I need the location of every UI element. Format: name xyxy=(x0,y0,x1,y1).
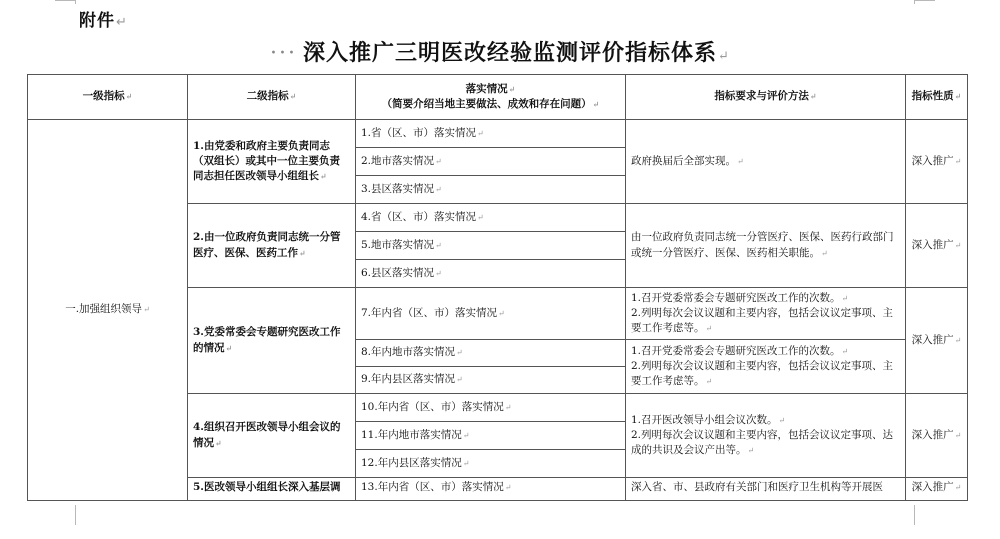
nature-cell: 深入推广↵ xyxy=(906,204,968,288)
impl-cell: 8.年内地市落实情况↵ xyxy=(356,340,626,367)
indicator-table xyxy=(27,74,968,501)
impl-cell: 3.县区落实情况↵ xyxy=(356,176,626,204)
header-level1: 一级指标↵ xyxy=(28,75,188,120)
crop-mark-top-left-v xyxy=(75,0,76,4)
nature-cell: 深入推广↵ xyxy=(906,120,968,204)
method-cell: 1.召开医改领导小组会议次数。↵ 2.列明每次会议议题和主要内容，包括会议议定事项、达成的共识及会议产出等。↵ xyxy=(626,394,906,478)
impl-cell: 13.年内省（区、市）落实情况↵ xyxy=(356,478,626,501)
impl-cell: 12.年内县区落实情况↵ xyxy=(356,450,626,478)
method-cell: 由一位政府负责同志统一分管医疗、医保、医药行政部门或统一分管医疗、医保、医药相关职能。↵ xyxy=(626,204,906,288)
crop-mark-bottom-right xyxy=(914,505,915,525)
header-row xyxy=(28,75,968,120)
page-title: ··· 深入推广三明医改经验监测评价指标体系↵ xyxy=(270,40,730,66)
nature-cell: 深入推广↵ xyxy=(906,288,968,394)
level2-cell: 1.由党委和政府主要负责同志（双组长）或其中一位主要负责同志担任医改领导小组组长↵ xyxy=(188,120,356,204)
impl-cell: 10.年内省（区、市）落实情况↵ xyxy=(356,394,626,422)
level2-cell: 3.党委常委会专题研究医改工作的情况↵ xyxy=(188,288,356,394)
crop-mark-top-right xyxy=(915,0,935,1)
impl-cell: 11.年内地市落实情况↵ xyxy=(356,422,626,450)
header-nature: 指标性质↵ xyxy=(906,75,968,120)
impl-cell: 5.地市落实情况↵ xyxy=(356,232,626,260)
header-method: 指标要求与评价方法↵ xyxy=(626,75,906,120)
method-cell: 政府换届后全部实现。↵ xyxy=(626,120,906,204)
level1-cell: 一.加强组织领导↵ xyxy=(28,120,188,501)
level2-cell: 5.医改领导小组组长深入基层调 xyxy=(188,478,356,501)
crop-mark-bottom-left xyxy=(75,505,76,525)
nature-cell: 深入推广↵ xyxy=(906,478,968,501)
attachment-label: 附件↵ xyxy=(79,11,128,31)
method-cell: 1.召开党委常委会专题研究医改工作的次数。↵ 2.列明每次会议议题和主要内容，包括会议议定事项、主要工作考虑等。↵ xyxy=(626,340,906,394)
method-cell: 1.召开党委常委会专题研究医改工作的次数。↵ 2.列明每次会议议题和主要内容，包括会议议定事项、主要工作考虑等。↵ xyxy=(626,288,906,340)
impl-cell: 4.省（区、市）落实情况↵ xyxy=(356,204,626,232)
table-row xyxy=(28,120,968,148)
nature-cell: 深入推广↵ xyxy=(906,394,968,478)
crop-mark-top-left xyxy=(55,0,75,1)
impl-cell: 6.县区落实情况↵ xyxy=(356,260,626,288)
impl-cell: 9.年内县区落实情况↵ xyxy=(356,367,626,394)
crop-mark-top-right-v xyxy=(914,0,915,4)
impl-cell: 2.地市落实情况↵ xyxy=(356,148,626,176)
header-implementation: 落实情况↵ （简要介绍当地主要做法、成效和存在问题）↵ xyxy=(356,75,626,120)
impl-cell: 7.年内省（区、市）落实情况↵ xyxy=(356,288,626,340)
header-level2: 二级指标↵ xyxy=(188,75,356,120)
level2-cell: 2.由一位政府负责同志统一分管医疗、医保、医药工作↵ xyxy=(188,204,356,288)
level2-cell: 4.组织召开医改领导小组会议的情况↵ xyxy=(188,394,356,478)
impl-cell: 1.省（区、市）落实情况↵ xyxy=(356,120,626,148)
method-cell: 深入省、市、县政府有关部门和医疗卫生机构等开展医 xyxy=(626,478,906,501)
